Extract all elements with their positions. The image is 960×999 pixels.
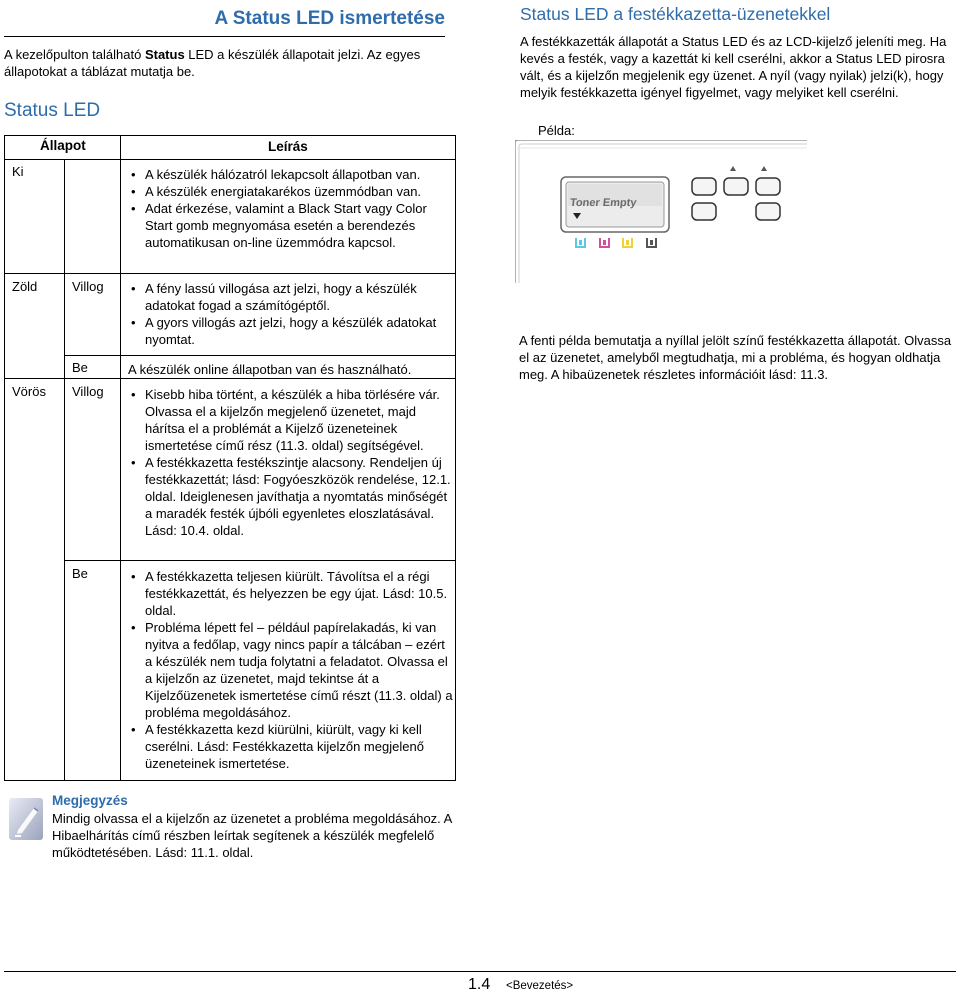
intro-text-bold: Status xyxy=(144,47,185,62)
header-description: Leírás xyxy=(268,139,308,154)
state-on: Be xyxy=(72,360,88,375)
row-red-on-description xyxy=(127,568,454,772)
lcd-message: Toner Empty xyxy=(569,197,638,209)
row-red-blink-description xyxy=(127,386,457,539)
toner-magenta-icon xyxy=(599,236,610,247)
list-item: • Kisebb hiba történt, a készülék a hiba törlésére vár. Olvassa el a kijelzőn megjelenő üzenetet, majd hárítsa el a problémát a Kijelző üzeneteinek ismertetése című rész (11.3. oldal) segítségével. xyxy=(127,386,457,454)
header-state: Állapot xyxy=(40,138,86,153)
state-blinking: Villog xyxy=(72,384,104,399)
toner-black-icon xyxy=(646,236,657,247)
toner-yellow-icon xyxy=(622,236,633,247)
page-number: 1.4 xyxy=(468,976,491,993)
list-item: • A készülék hálózatról lekapcsolt állapotban van. xyxy=(127,166,452,183)
row-green-blink-description xyxy=(127,280,449,348)
section-title: Status LED xyxy=(4,100,101,121)
example-label: Példa: xyxy=(538,123,575,138)
note-text: Mindig olvassa el a kijelzőn az üzenetet a probléma megoldásához. A Hibaelhárítás című részben leírtak segítenek a készülék megfelelő működtetésében. Lásd: 11.1. oldal. xyxy=(52,811,452,860)
table-row-rule xyxy=(64,355,455,356)
table-top-rule xyxy=(4,135,455,136)
intro-paragraph xyxy=(4,46,449,80)
led-color-green: Zöld xyxy=(12,279,38,294)
table-row-rule xyxy=(4,273,455,274)
led-color-red: Vörös xyxy=(12,384,46,399)
table-col-rule xyxy=(64,159,65,781)
state-blinking: Villog xyxy=(72,279,104,294)
state-on: Be xyxy=(72,566,88,581)
title-rule xyxy=(4,36,445,37)
table-bottom-rule xyxy=(4,780,455,781)
list-item: • A fény lassú villogása azt jelzi, hogy a készülék adatokat fogad a számítógéptől. xyxy=(127,280,449,314)
right-paragraph: A festékkazetták állapotát a Status LED és az LCD-kijelző jeleníti meg. Ha kevés a festék, vagy a kazettát ki kell cserélni, akkor a Status LED pirosra vált, és a kijelzőn megjelenik egy üzenet. A nyíl (vagy nyilak) jelzi(k), hogy melyik festékkazetta igényel figyelmet, vagy melyiket kell cserélni. xyxy=(520,34,947,100)
table-row-rule xyxy=(4,378,455,379)
list-item: • Probléma lépett fel – például papírelakadás, ki van nyitva a fedőlap, vagy nincs papír a tálcában – ezért a készülék nem tudja folytatni a feladatot. Olvassa el a kijelzőn az üzenetet, majd tekintse át a Kijelzőüzenetek ismertetése című részt (11.3. oldal) a probléma megoldásához. xyxy=(127,619,454,721)
section-label: <Bevezetés> xyxy=(506,980,574,992)
right-section-title: Status LED a festékkazetta-üzenetekkel xyxy=(520,4,831,24)
list-item: • A festékkazetta festékszintje alacsony. Rendeljen új festékkazettát; lásd: Fogyóeszközök rendelése, 12.1. oldal. Ideiglenesen javíthatja a nyomtatás minőségét a maradék festék újbóli egyenletes eloszlatásával. Lásd: 10.4. oldal. xyxy=(127,454,457,539)
note-title: Megjegyzés xyxy=(52,793,128,808)
list-item: • A készülék energiatakarékos üzemmódban van. xyxy=(127,183,452,200)
led-color-off: Ki xyxy=(12,164,24,179)
row-off-description xyxy=(127,166,452,251)
table-col-rule xyxy=(120,135,121,781)
row-green-on-description: A készülék online állapotban van és használható. xyxy=(128,362,412,377)
intro-text-2: LED a készülék állapotait jelzi. Az egyes állapotokat a táblázat mutatja be. xyxy=(4,47,421,79)
toner-cyan-icon xyxy=(575,236,586,247)
list-item: • A festékkazetta kezd kiürülni, kiürült, vagy ki kell cserélni. Lásd: Festékkazetta kijelzőn megjelenő üzeneteinek ismertetése. xyxy=(127,721,454,772)
page-title: A Status LED ismertetése xyxy=(214,8,445,29)
table-row-rule xyxy=(64,560,455,561)
control-panel-illustration xyxy=(515,140,808,283)
list-item: • A gyors villogás azt jelzi, hogy a készülék adatokat nyomtat. xyxy=(127,314,449,348)
table-header-rule xyxy=(4,159,455,160)
note-icon xyxy=(8,796,46,842)
intro-text-1: A kezelőpulton található xyxy=(4,47,145,62)
footer-rule xyxy=(4,971,956,972)
table-col-rule xyxy=(4,135,5,781)
right-note: A fenti példa bemutatja a nyíllal jelölt színű festékkazetta állapotát. Olvassa el az üzenetet, amelyből megtudhatja, mi a probléma, és hogyan oldhatja meg. A hibaüzenetek részletes információit lásd: 11.3. xyxy=(519,333,952,382)
list-item: • A festékkazetta teljesen kiürült. Távolítsa el a régi festékkazettát, és helyezzen be egy újat. Lásd: 10.5. oldal. xyxy=(127,568,454,619)
list-item: • Adat érkezése, valamint a Black Start vagy Color Start gomb megnyomása esetén a berendezés automatikusan on-line üzemmódra kapcsol. xyxy=(127,200,452,251)
